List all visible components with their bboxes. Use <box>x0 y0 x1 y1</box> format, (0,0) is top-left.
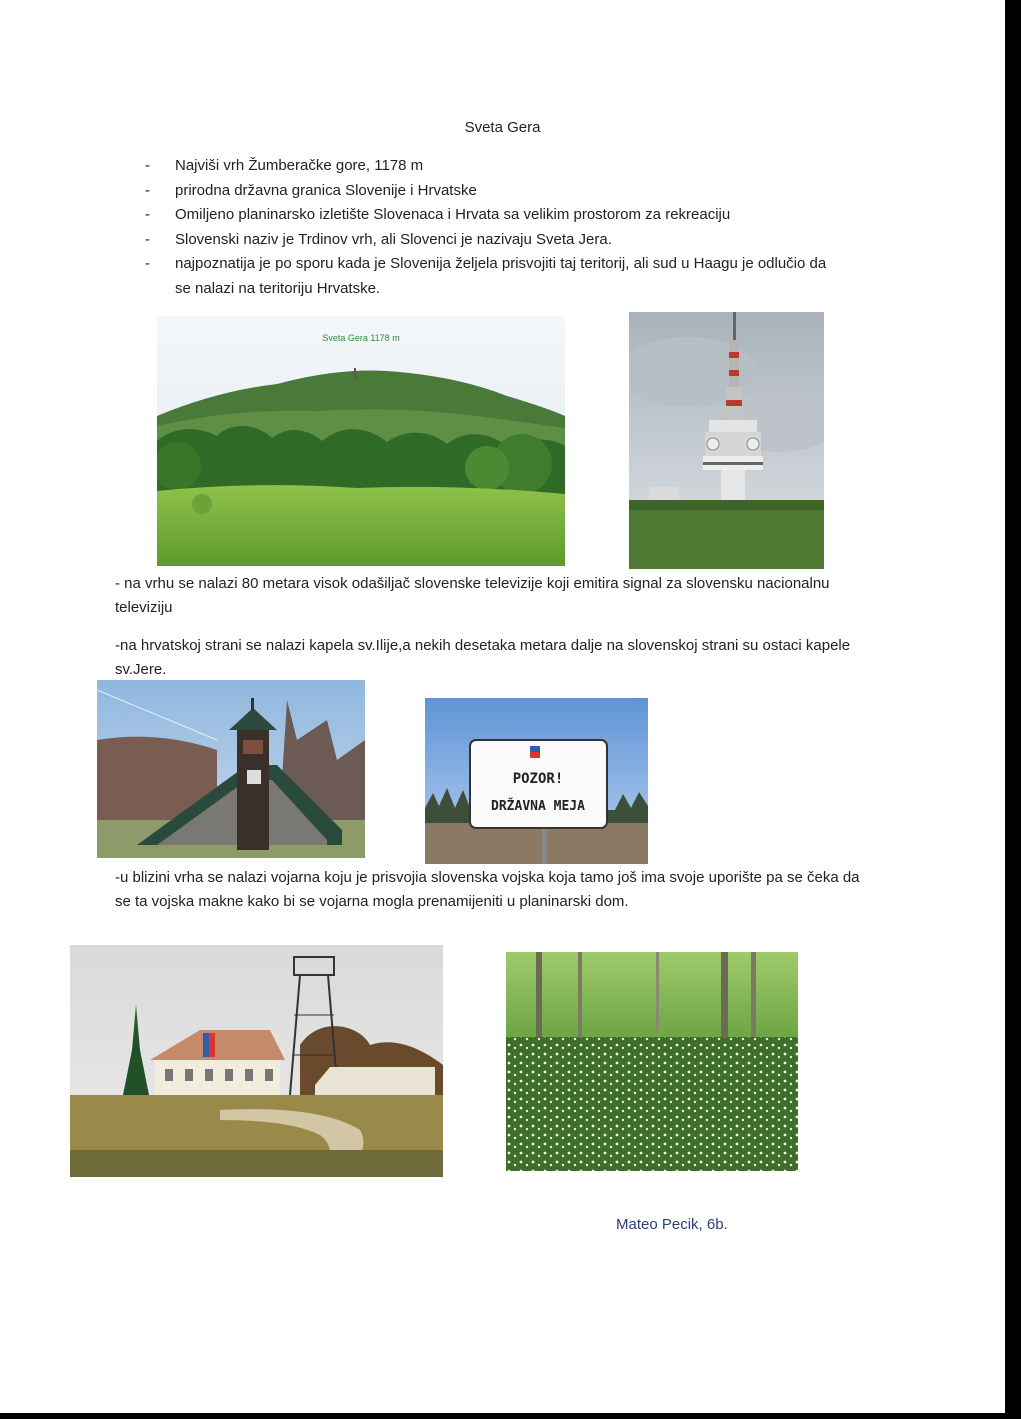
mountain-photo-label: Sveta Gera 1178 m <box>322 333 400 343</box>
page-title: Sveta Gera <box>464 119 541 136</box>
mountain-photo <box>157 316 565 566</box>
bullet-item <box>145 203 845 228</box>
bullet-dash: - <box>145 206 150 223</box>
sign-text-line1: POZOR! <box>512 771 564 787</box>
bullet-text: Najviši vrh Žumberačke gore, 1178 m <box>175 157 424 174</box>
screen-border-right <box>1005 0 1021 1419</box>
bullet-text: najpoznatija je po sporu kada je Slovenija željela prisvojiti taj teritorij, ali sud u Haagu je odlučio da se nalazi na teritoriju Hrvatske. <box>175 255 827 297</box>
screen-border-bottom <box>0 1413 1021 1419</box>
bullet-dash: - <box>145 255 150 272</box>
bullet-item <box>145 252 845 301</box>
border-sign-photo <box>425 698 648 864</box>
bullet-dash: - <box>145 230 150 248</box>
sign-text-line2: DRŽAVNA MEJA <box>491 799 585 814</box>
barracks-photo <box>70 945 443 1177</box>
bullet-text: Omiljeno planinarsko izletište Slovenaca i Hrvata sa velikim prostorom za rekreaciju <box>175 206 731 223</box>
tower-photo <box>629 312 824 569</box>
transmitter-paragraph: - na vrhu se nalazi 80 metara visok odašiljač slovenske televizije koji emitira signal za slovensku nacionalnu televiziju <box>115 575 830 616</box>
bullet-item <box>145 154 845 179</box>
chapel-paragraph: -na hrvatskoj strani se nalazi kapela sv.Ilije,a nekih desetaka metara dalje na slovenskoj strani su ostaci kapele sv.Jere. <box>115 637 851 678</box>
bullet-text: Slovenski naziv je Trdinov vrh, ali Slovenci je nazivaju Sveta Jera. <box>175 230 612 248</box>
chapel-photo <box>97 680 365 858</box>
author-signature: Mateo Pecik, 6b. <box>616 1216 728 1233</box>
bullet-dash: - <box>145 181 150 199</box>
bullet-text: prirodna državna granica Slovenije i Hrvatske <box>175 181 477 199</box>
bullet-dash: - <box>145 157 150 174</box>
forest-photo <box>506 952 798 1171</box>
barracks-paragraph: -u blizini vrha se nalazi vojarna koju je prisvojia slovenska vojska koja tamo još ima svoje uporište pa se čeka da se ta vojska makne kako bi se vojarna mogla prenamijeniti u planinarski dom. <box>115 869 860 910</box>
bullet-item <box>145 179 845 204</box>
bullet-item <box>145 228 845 253</box>
bullet-list <box>145 154 845 301</box>
